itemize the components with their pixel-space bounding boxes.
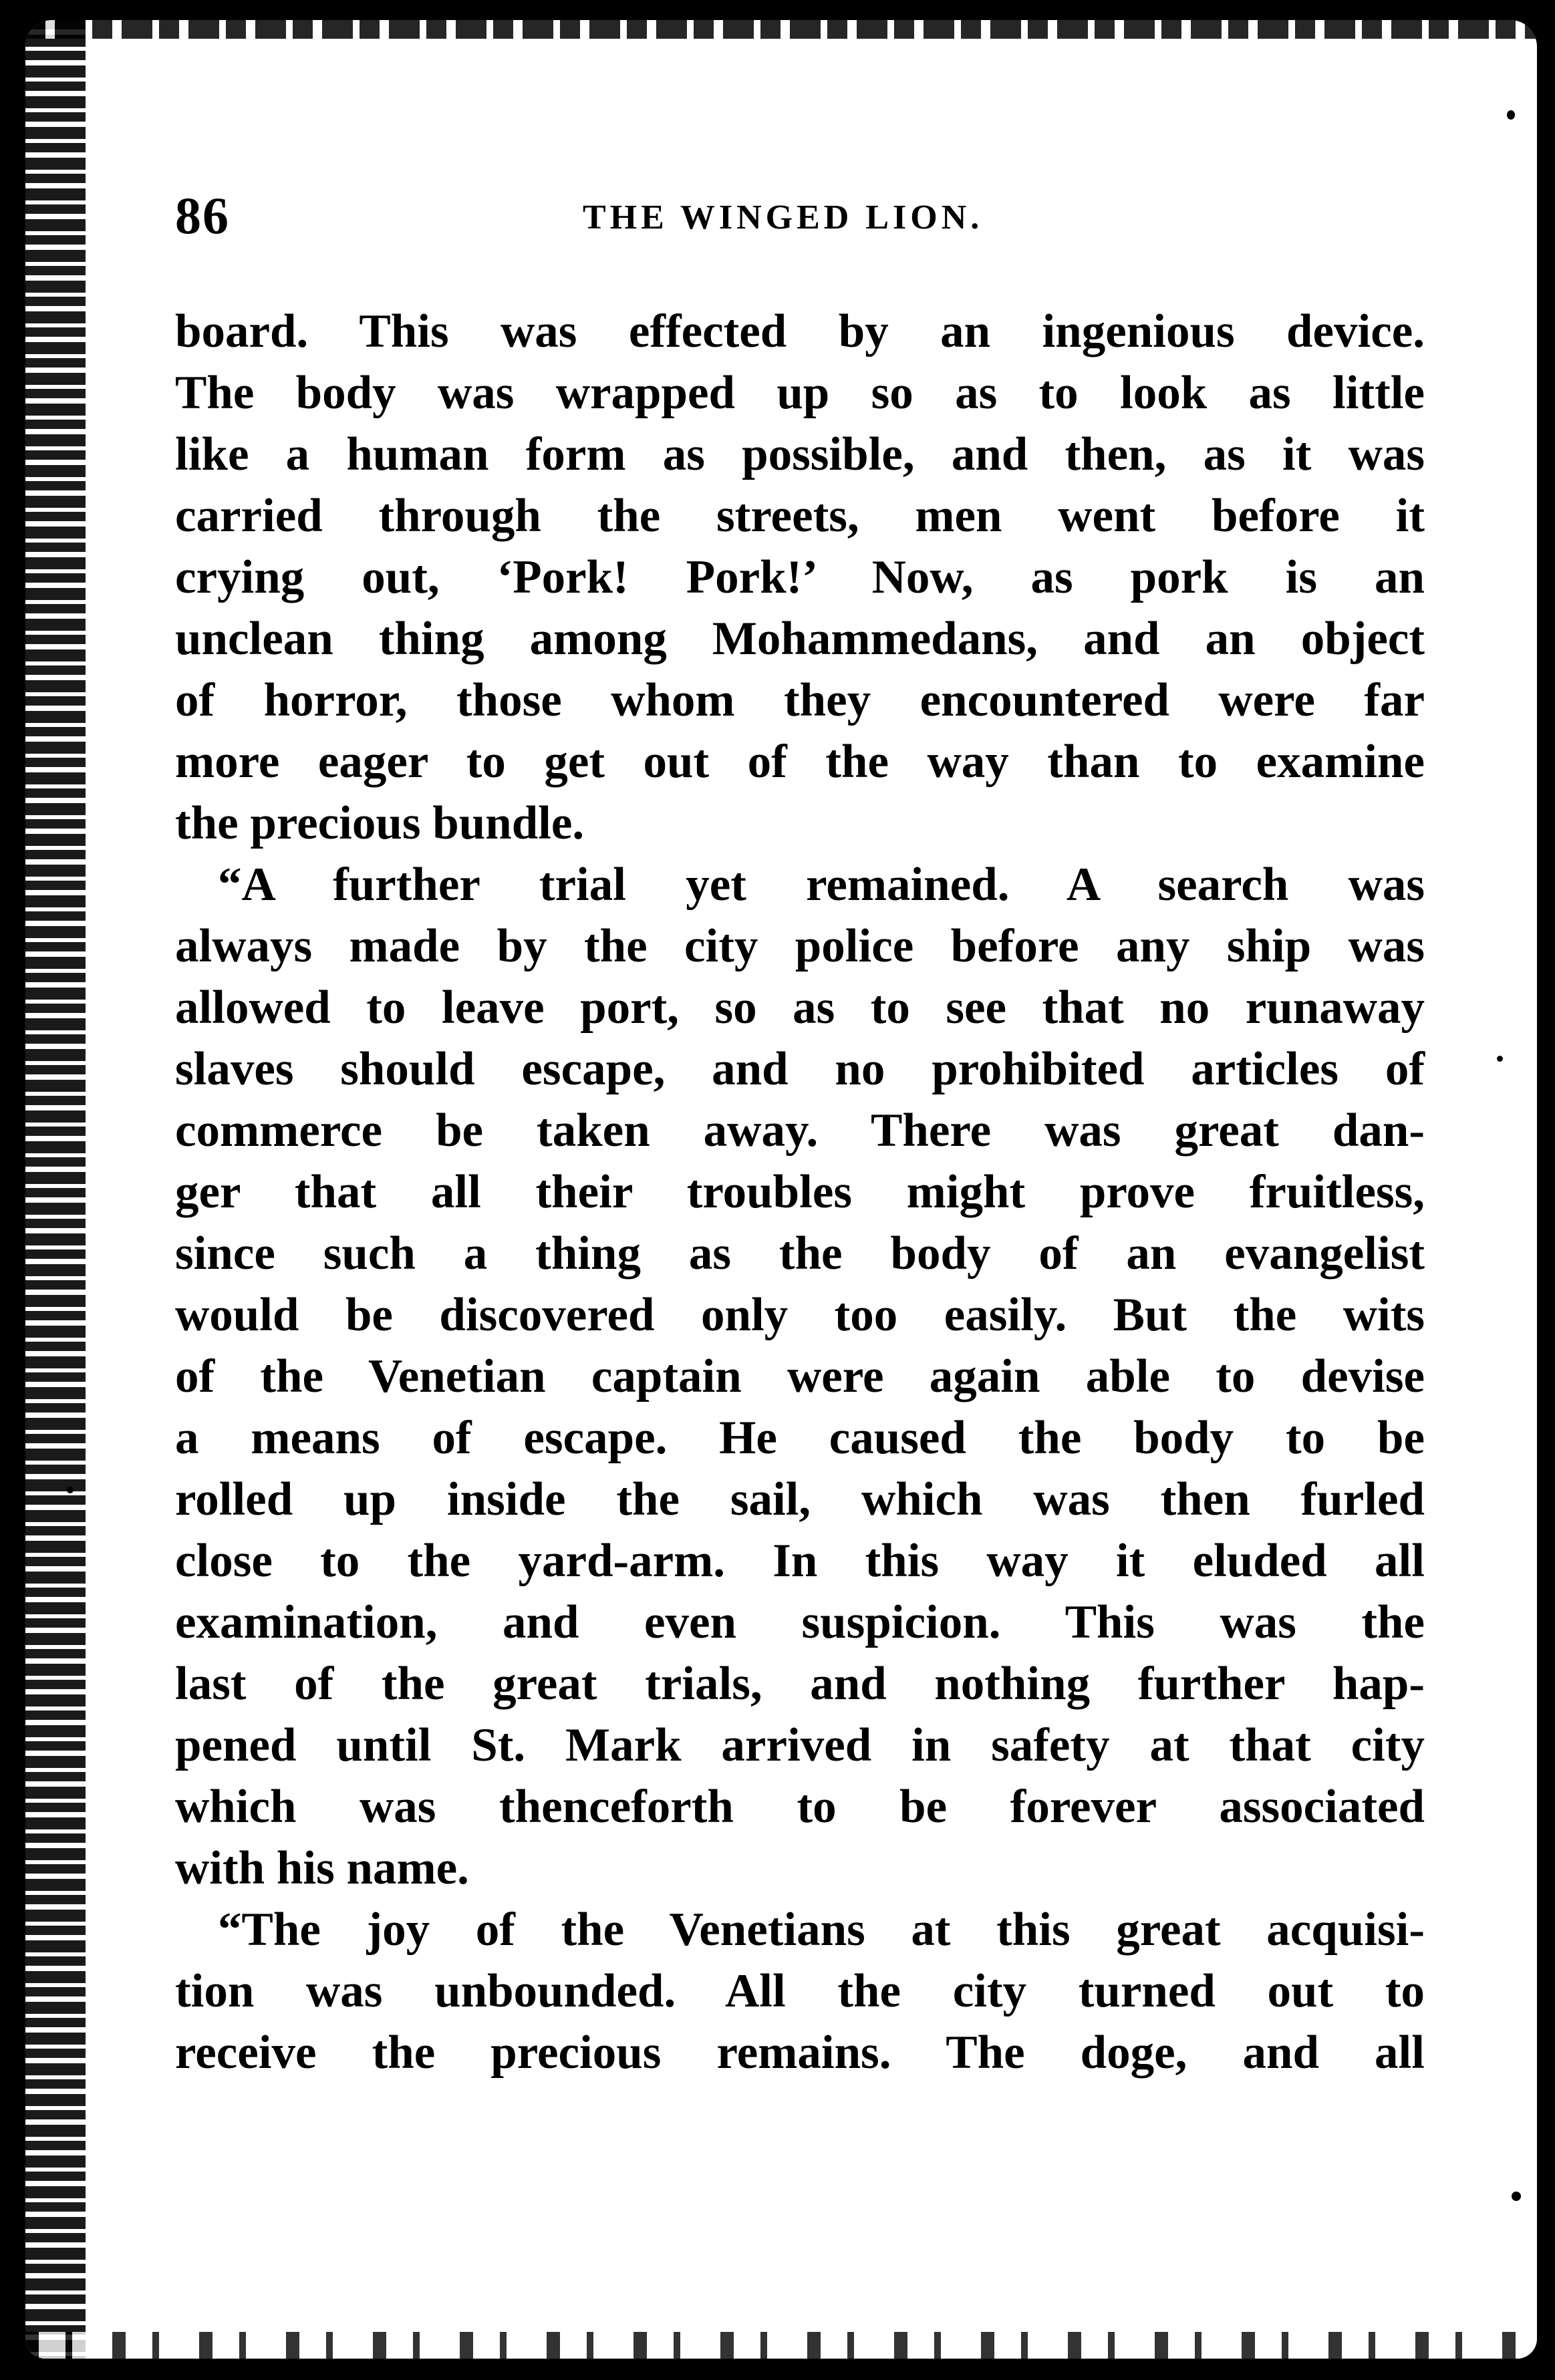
text-line: board. This was effected by an ingenious device. xyxy=(175,305,1425,357)
text-line: like a human form as possible, and then, as it was xyxy=(175,428,1425,480)
scan-speck xyxy=(1507,110,1515,120)
text-line: always made by the city police before any ship was xyxy=(175,920,1425,972)
text-line: the precious bundle. xyxy=(175,797,585,849)
text-line: ger that all their troubles might prove fruitless, xyxy=(175,1166,1425,1218)
text-line: unclean thing among Mohammedans, and an object xyxy=(175,613,1425,665)
running-head xyxy=(175,186,1425,246)
page-left-edge-noise xyxy=(25,20,86,2359)
scan-speck xyxy=(1512,2192,1521,2201)
text-line: with his name. xyxy=(175,1842,469,1894)
text-line: since such a thing as the body of an evangelist xyxy=(175,1227,1425,1280)
page-top-edge-noise xyxy=(25,20,1537,39)
text-line: “A further trial yet remained. A search was xyxy=(218,859,1425,911)
text-line: a means of escape. He caused the body to be xyxy=(175,1412,1425,1464)
page-bottom-edge-noise xyxy=(25,2332,1537,2359)
text-line: tion was unbounded. All the city turned out to xyxy=(175,1965,1425,2017)
text-line: pened until St. Mark arrived in safety at that city xyxy=(175,1719,1425,1771)
text-line: commerce be taken away. There was great dan- xyxy=(175,1104,1425,1157)
text-line: “The joy of the Venetians at this great acquisi- xyxy=(218,1904,1425,1956)
scan-speck xyxy=(1497,1056,1503,1062)
text-line: close to the yard-arm. In this way it eluded all xyxy=(175,1535,1425,1587)
text-line: which was thenceforth to be forever associated xyxy=(175,1781,1425,1833)
paragraph-2 xyxy=(175,854,1425,1899)
scan-speck xyxy=(67,1487,74,1493)
text-line: of horror, those whom they encountered were far xyxy=(175,674,1425,726)
text-line: rolled up inside the sail, which was then furled xyxy=(175,1473,1425,1525)
text-line: would be discovered only too easily. But the wits xyxy=(175,1289,1425,1341)
text-line: examination, and even suspicion. This was the xyxy=(175,1596,1425,1648)
text-line: allowed to leave port, so as to see that no runaway xyxy=(175,982,1425,1034)
text-line: last of the great trials, and nothing further hap- xyxy=(175,1658,1425,1710)
text-line: crying out, ‘Pork! Pork!’ Now, as pork is an xyxy=(175,551,1425,603)
paragraph-1 xyxy=(175,301,1425,854)
page-number: 86 xyxy=(175,186,230,245)
text-line: of the Venetian captain were again able to devise xyxy=(175,1350,1425,1402)
text-line: The body was wrapped up so as to look as little xyxy=(175,367,1425,419)
body-text xyxy=(175,301,1425,2083)
paragraph-3 xyxy=(175,1899,1425,2083)
text-line: receive the precious remains. The doge, and all xyxy=(175,2027,1425,2079)
running-title: THE WINGED LION. xyxy=(583,198,984,237)
text-line: carried through the streets, men went before it xyxy=(175,490,1425,542)
text-line: more eager to get out of the way than to examine xyxy=(175,736,1425,788)
text-line: slaves should escape, and no prohibited articles of xyxy=(175,1043,1425,1095)
